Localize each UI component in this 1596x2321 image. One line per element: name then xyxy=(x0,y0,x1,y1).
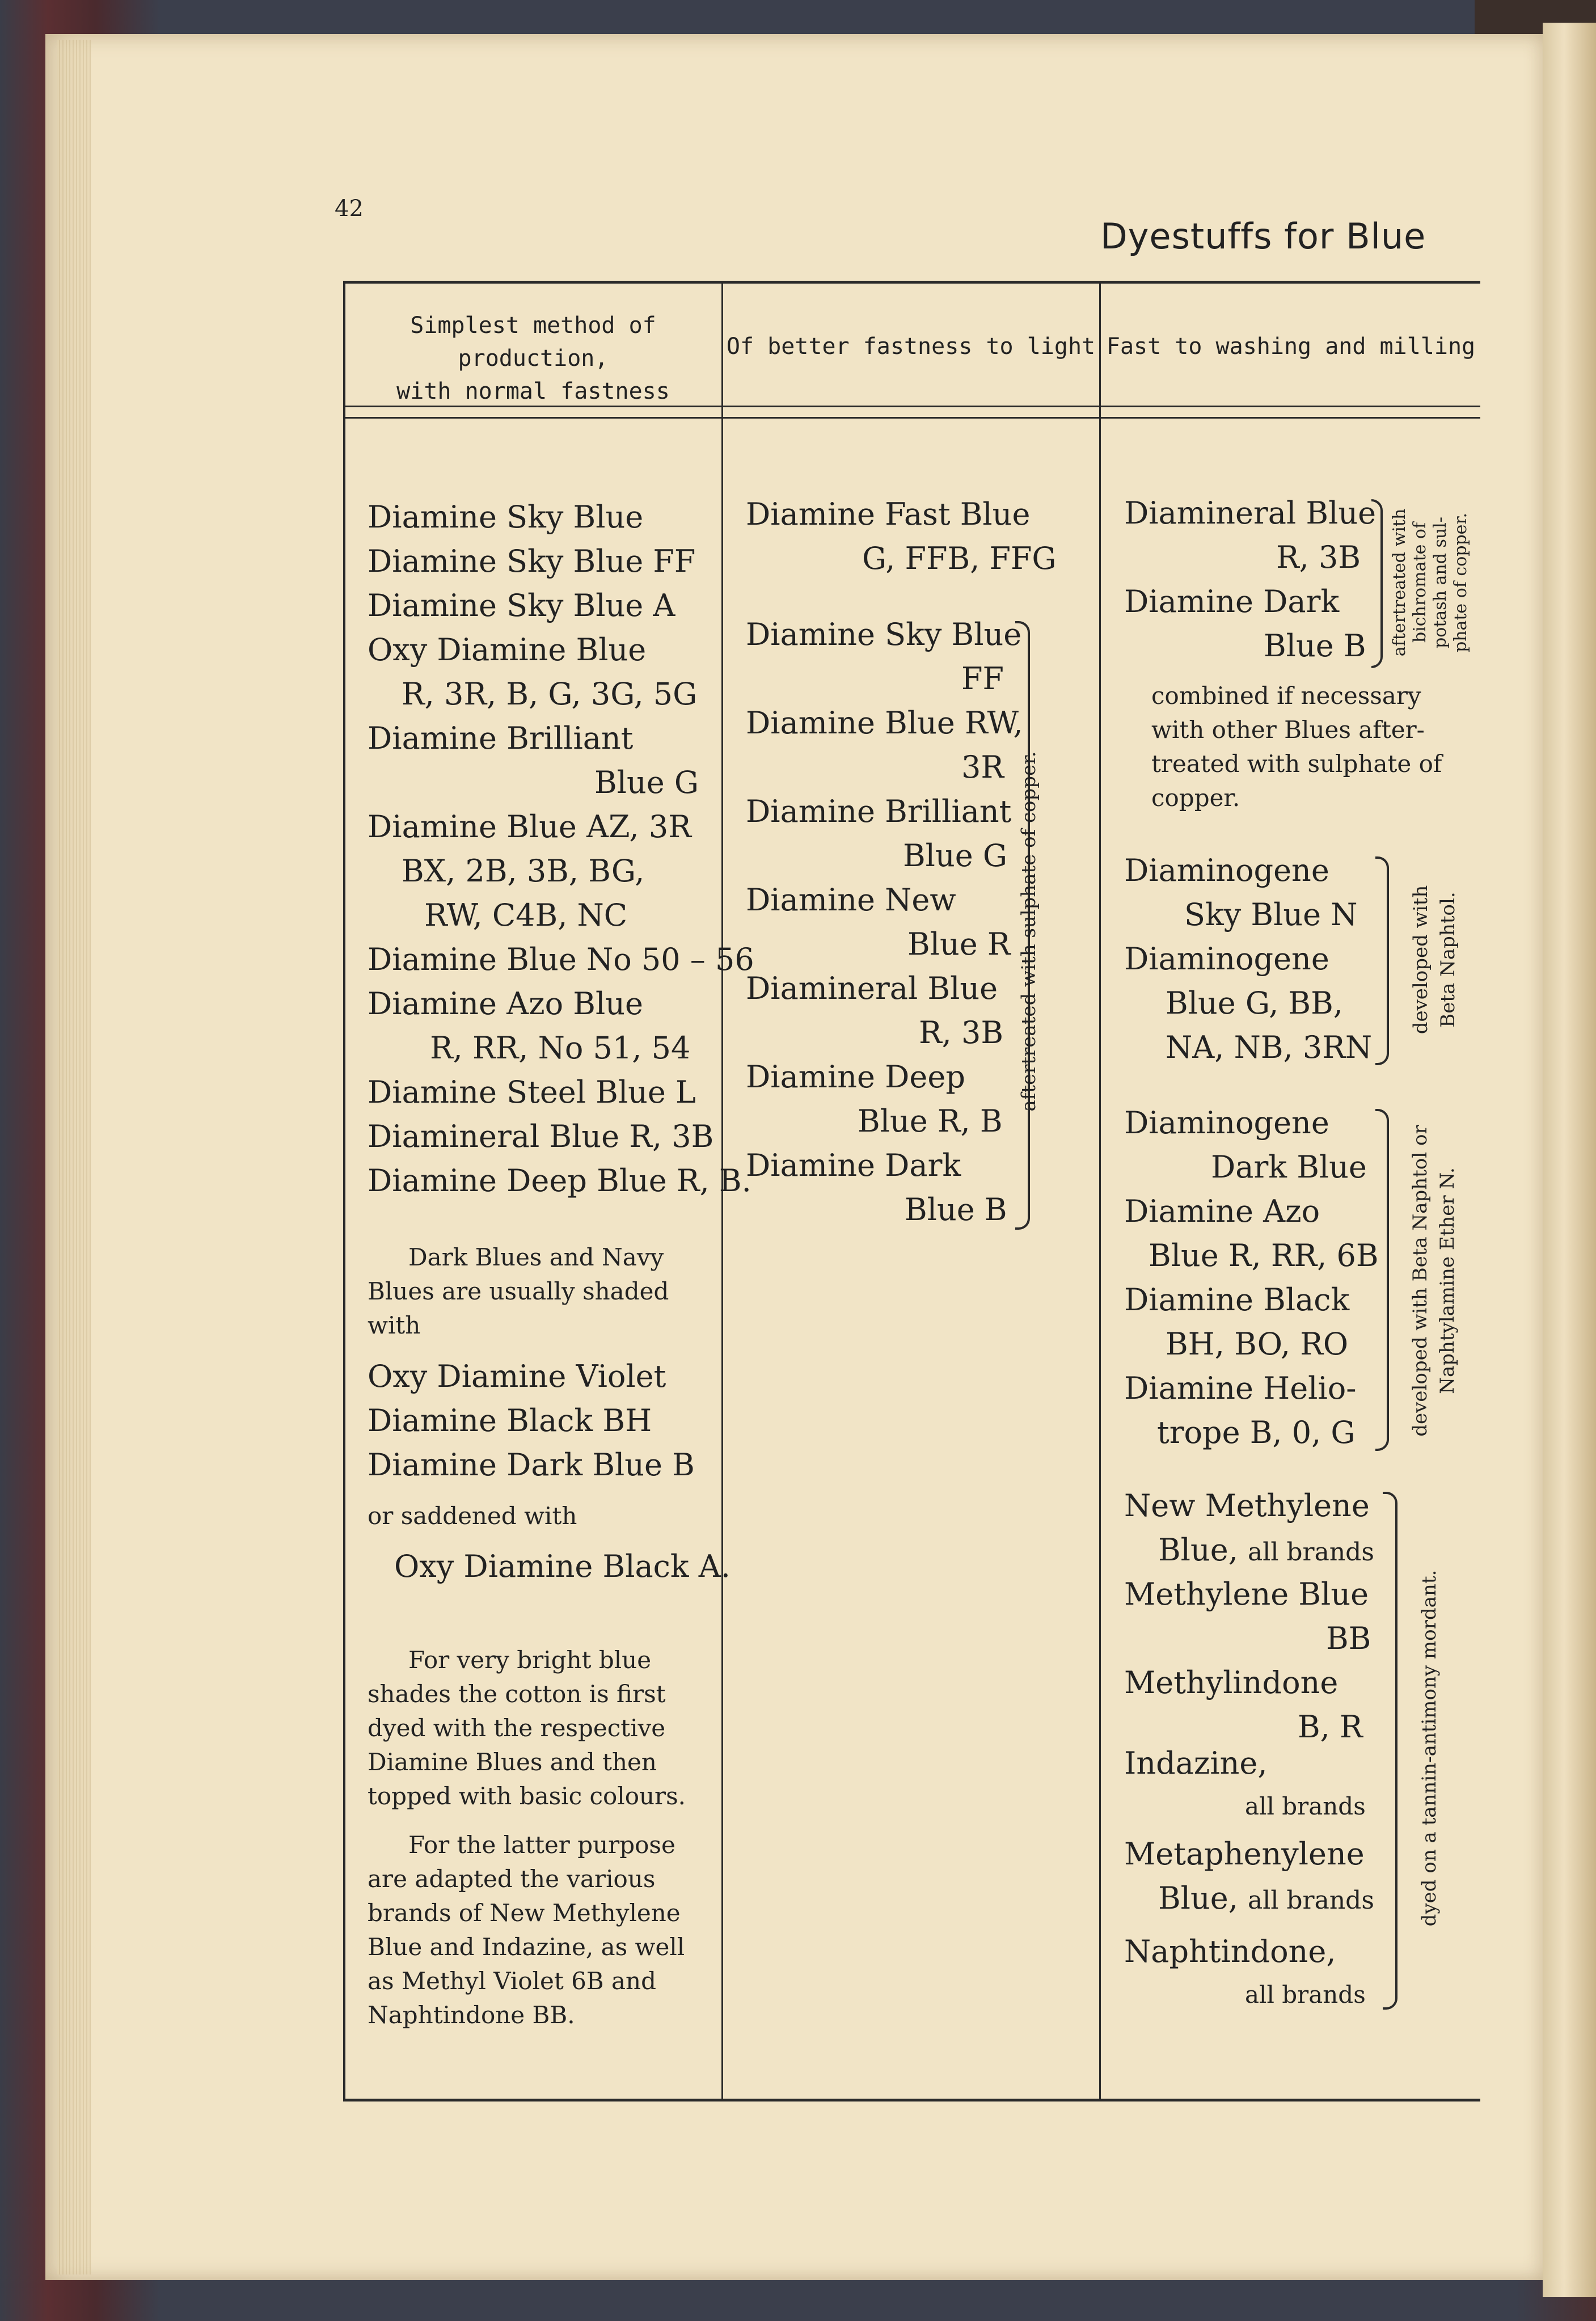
col3-g4-brand-note: all brands xyxy=(1248,1538,1374,1567)
col1-line: Diamine Sky Blue FF xyxy=(368,543,696,579)
col1-note3-line: are adapted the various xyxy=(368,1865,656,1893)
col3-g3-line: trope B, 0, G xyxy=(1157,1415,1356,1450)
col1-line: Diamine Deep Blue R, B. xyxy=(368,1163,751,1199)
col3-g3-line: Diamine Helio- xyxy=(1124,1370,1357,1406)
col3-g4-line: Metaphenylene xyxy=(1124,1836,1365,1872)
col3-g4-line: New Methylene xyxy=(1124,1488,1370,1524)
col3-combined-line: combined if necessary xyxy=(1151,682,1421,710)
col1-line: Diamine Steel Blue L xyxy=(368,1074,696,1110)
col3-g2-line: Diaminogene xyxy=(1124,853,1329,888)
col1-line: Diamine Brilliant xyxy=(368,720,634,756)
col3-g3-line: Blue R, RR, 6B xyxy=(1149,1238,1379,1273)
col3-combined-line: with other Blues after- xyxy=(1151,716,1425,744)
col1-note3-line: Blue and Indazine, as well xyxy=(368,1933,685,1961)
col2-group-line: Blue R, B xyxy=(858,1103,1003,1139)
col1-line: Diamine Azo Blue xyxy=(368,986,643,1022)
col2-group-line: Diamine Deep xyxy=(746,1059,965,1095)
col3-g1-note-line-1: aftertreated with xyxy=(1390,508,1409,657)
column-header-3: Fast to washing and milling xyxy=(1106,334,1476,360)
col3-g4-line: all brands xyxy=(1245,1792,1366,1820)
col3-g3-line: Diamine Black xyxy=(1124,1282,1350,1318)
col3-g2-line: NA, NB, 3RN xyxy=(1166,1029,1373,1065)
col2-group-line: Diamine Brilliant xyxy=(746,794,1012,829)
col3-g1-line: Diamineral Blue xyxy=(1124,495,1377,531)
col1-line: Diamine Sky Blue xyxy=(368,499,644,535)
col1-line: Oxy Diamine Blue xyxy=(368,632,647,668)
col1-saddened-label: or saddened with xyxy=(368,1502,577,1530)
col1-note1-line: Dark Blues and Navy xyxy=(408,1243,664,1271)
col3-g2-note-line-2: Beta Naphtol. xyxy=(1437,892,1459,1028)
col3-g3-line: Dark Blue xyxy=(1211,1149,1367,1185)
page-header: Dyestuffs for Blue xyxy=(1100,216,1426,257)
col1-note2-line: dyed with the respective xyxy=(368,1714,666,1742)
col3-g4-brace xyxy=(1383,1492,1397,2010)
col3-g3-brace xyxy=(1375,1109,1389,1451)
col1-note3-line: as Methyl Violet 6B and xyxy=(368,1967,656,1995)
col1-note1-line: Blues are usually shaded xyxy=(368,1277,669,1305)
col1-note2-line: shades the cotton is first xyxy=(368,1680,666,1708)
col2-group-line: Diamine Sky Blue xyxy=(746,617,1022,652)
col2-group-line: Diamine New xyxy=(746,882,956,918)
col1-note3-line: brands of New Methylene xyxy=(368,1899,681,1927)
col3-g2-note-line-1: developed with xyxy=(1409,885,1432,1035)
col3-g1-note-line-2: bichromate of xyxy=(1410,522,1430,643)
col2-group-line: Diamineral Blue xyxy=(746,970,998,1006)
col3-g2-line: Sky Blue N xyxy=(1184,897,1358,932)
col2-group-line: R, 3B xyxy=(919,1015,1004,1050)
col2-group-line: FF xyxy=(961,661,1004,697)
col3-g2-line: Diaminogene xyxy=(1124,941,1329,977)
col1-line: BX, 2B, 3B, BG, xyxy=(402,853,645,889)
col3-g4-note: dyed on a tannin-antimony mordant. xyxy=(1418,1569,1441,1927)
col3-g4-line: Blue, all brands xyxy=(1158,1532,1374,1568)
col1-note2-line: For very bright blue xyxy=(408,1646,652,1674)
col2-group-line: Blue R xyxy=(907,926,1011,962)
table-top-rule xyxy=(343,281,1480,284)
col3-g3-note-line-2: Naphtylamine Ether N. xyxy=(1436,1167,1459,1394)
column-header-2: Of better fastness to light xyxy=(726,334,1096,360)
col1-note1-line: with xyxy=(368,1311,421,1339)
col1-note3-line: Naphtindone BB. xyxy=(368,2001,575,2029)
col3-g1-line: R, 3B xyxy=(1276,539,1361,575)
table-left-rule xyxy=(343,281,345,2101)
col3-g1-note-line-3: potash and sul- xyxy=(1430,517,1450,648)
col1-line: Diamine Blue No 50 – 56 xyxy=(368,942,754,977)
col3-g3-line: Diaminogene xyxy=(1124,1105,1329,1141)
page-stack-edges xyxy=(57,40,91,2274)
col2-group-line: Diamine Dark xyxy=(746,1147,961,1183)
col2-group-note: aftertreated with sulphate of copper. xyxy=(1017,751,1040,1112)
col1-note2-line: Diamine Blues and then xyxy=(368,1748,657,1776)
col1-shading-dye: Diamine Black BH xyxy=(368,1403,652,1438)
col3-g4-line: Blue, all brands xyxy=(1158,1880,1374,1916)
col3-combined-line: copper. xyxy=(1151,784,1240,812)
col1-line: Diamineral Blue R, 3B xyxy=(368,1119,714,1154)
col2-top-line: Diamine Fast Blue xyxy=(746,496,1031,532)
column-header-1-line-1: Simplest method of production, xyxy=(410,313,656,372)
col3-g3-line: BH, BO, RO xyxy=(1166,1326,1349,1362)
col1-line: R, 3R, B, G, 3G, 5G xyxy=(402,676,698,712)
col3-g4-line: Methylene Blue xyxy=(1124,1576,1369,1612)
col1-line: R, RR, No 51, 54 xyxy=(430,1030,691,1066)
page-number: 42 xyxy=(335,196,364,222)
col1-shading-dye: Oxy Diamine Violet xyxy=(368,1358,666,1394)
col3-g4-line: Indazine, xyxy=(1124,1745,1268,1781)
col2-group-line: Blue G xyxy=(903,838,1007,873)
col3-g4-line: BB xyxy=(1326,1621,1371,1656)
col3-g1-note-line-4: phate of copper. xyxy=(1451,512,1471,653)
col3-g2-brace xyxy=(1375,856,1389,1065)
col3-g4-line: B, R xyxy=(1298,1709,1363,1745)
column-header-1-line-2: with normal fastness xyxy=(396,378,670,404)
col1-saddened-dye: Oxy Diamine Black A. xyxy=(394,1548,731,1584)
col2-group-line: Blue B xyxy=(905,1192,1007,1227)
col3-g4-line: Methylindone xyxy=(1124,1665,1339,1700)
col3-g1-brace xyxy=(1371,499,1383,668)
col1-line: Blue G xyxy=(594,765,699,800)
col3-g4-line: all brands xyxy=(1245,1981,1366,2008)
col3-g3-line: Diamine Azo xyxy=(1124,1193,1320,1229)
col1-shading-dye: Diamine Dark Blue B xyxy=(368,1447,695,1483)
column-divider-2 xyxy=(1099,281,1101,2101)
col3-g1-line: Blue B xyxy=(1264,628,1366,664)
facing-page-edge xyxy=(1543,23,1596,2297)
header-rule-2 xyxy=(343,417,1480,419)
col3-g2-line: Blue G, BB, xyxy=(1166,985,1343,1021)
col2-group-line: 3R xyxy=(961,749,1004,785)
col1-note2-line: topped with basic colours. xyxy=(368,1782,686,1810)
col3-g4-line: Naphtindone, xyxy=(1124,1934,1336,1969)
col3-g3-note-line-1: developed with Beta Naphtol or xyxy=(1409,1125,1432,1437)
col1-line: Diamine Blue AZ, 3R xyxy=(368,809,691,845)
col1-line: RW, C4B, NC xyxy=(424,897,628,933)
col1-note3-line: For the latter purpose xyxy=(408,1831,675,1859)
col2-group-line: Diamine Blue RW, xyxy=(746,705,1023,741)
col3-combined-line: treated with sulphate of xyxy=(1151,750,1442,778)
col3-g4-brand-note: all brands xyxy=(1248,1886,1374,1915)
table-bottom-rule xyxy=(343,2099,1480,2101)
col1-line: Diamine Sky Blue A xyxy=(368,588,675,623)
column-header-1 xyxy=(346,309,720,408)
col3-g1-line: Diamine Dark xyxy=(1124,584,1340,619)
col2-top-line: G, FFB, FFG xyxy=(862,541,1057,576)
